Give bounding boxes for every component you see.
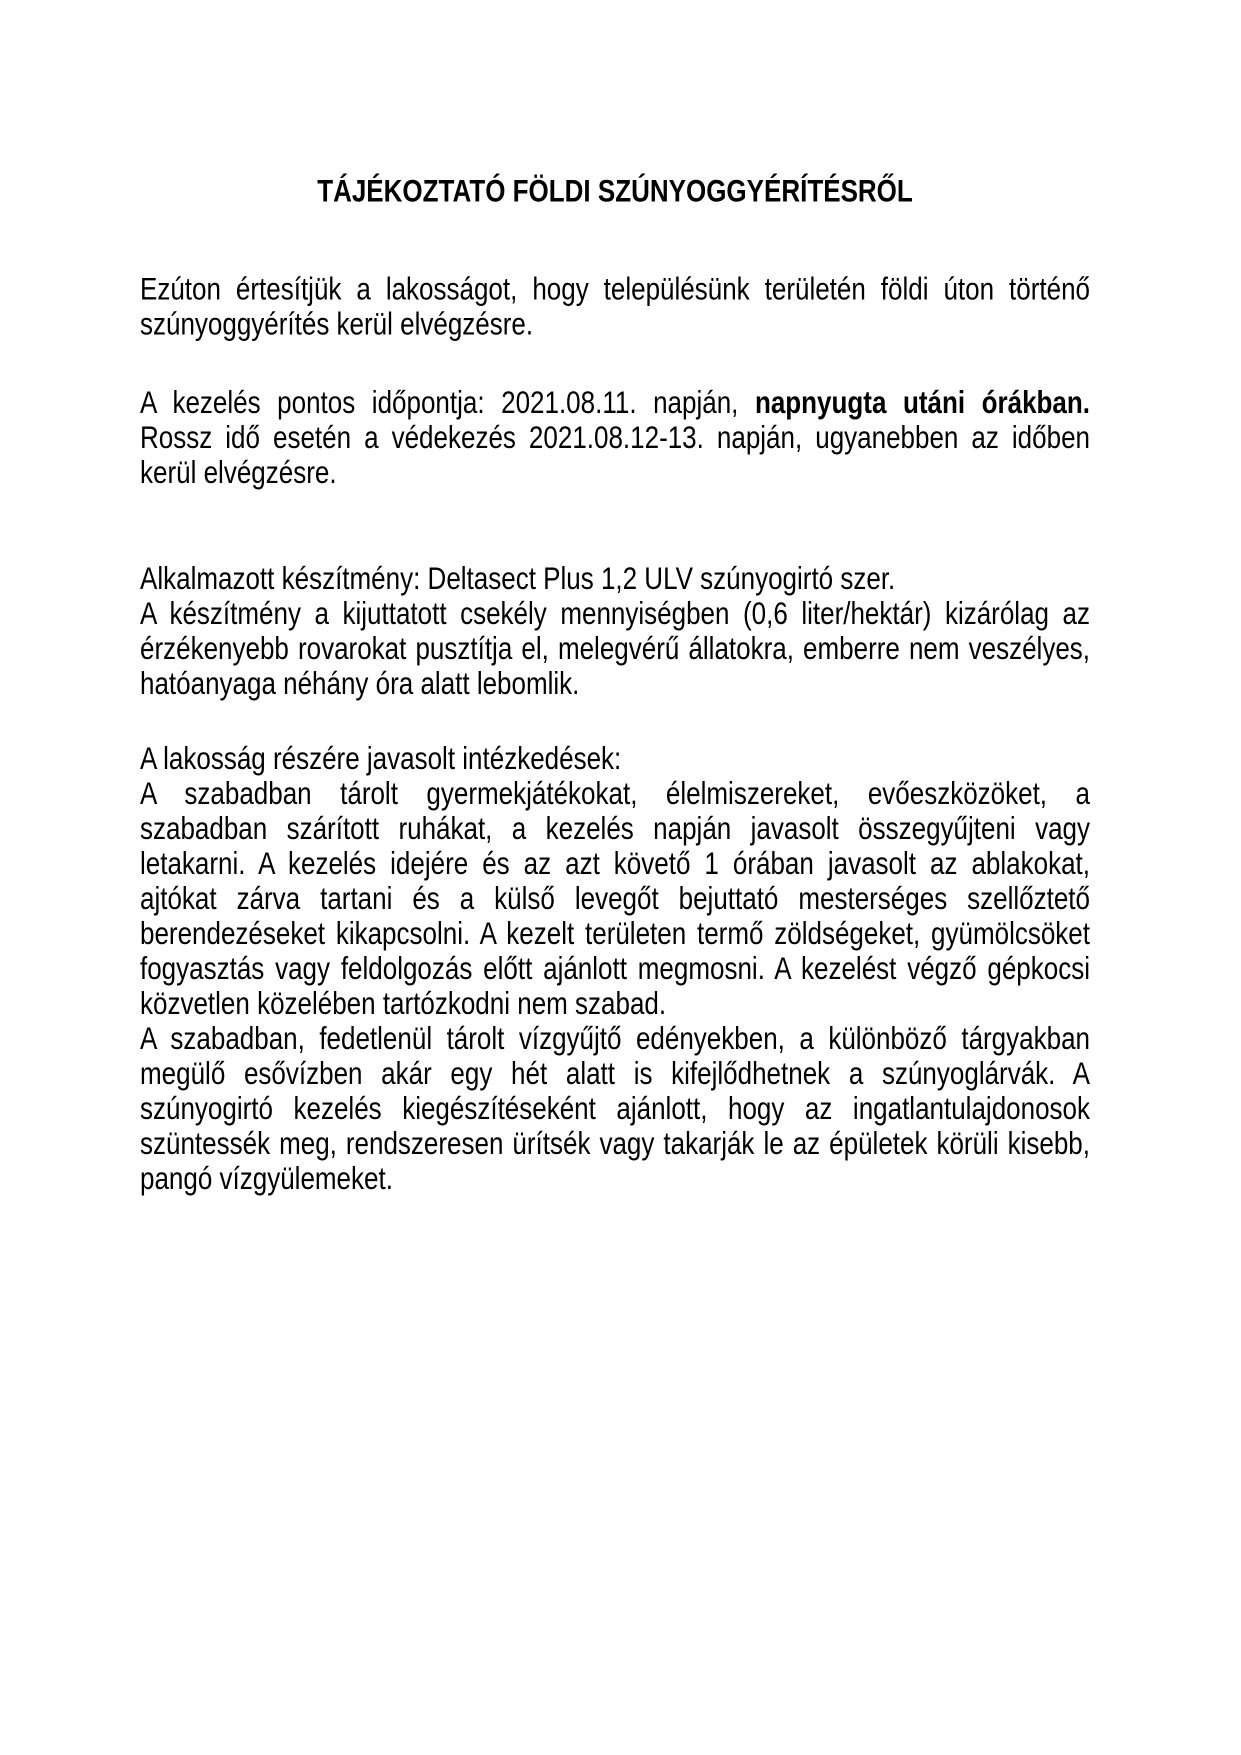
schedule-text-after: Rossz idő esetén a védekezés 2021.08.12-13. napján, ugyanebben az időben kerül elvégzésre.	[140, 418, 1090, 491]
product-paragraph	[140, 561, 1090, 701]
schedule-text-before: A kezelés pontos időpontja: 2021.08.11. napján,	[140, 383, 755, 421]
schedule-text-bold: napnyugta utáni órákban.	[754, 383, 1090, 421]
product-name-line: Alkalmazott készítmény: Deltasect Plus 1,2 ULV szúnyogirtó szer.	[140, 560, 896, 597]
measures-body-2: A szabadban, fedetlenül tárolt vízgyűjtő edényekben, a különböző tárgyakban megülő esővízben akár egy hét alatt is kifejlődhetnek a szúnyoglárvák. A szúnyogirtó kezelés kiegészítéseként ajánlott, hogy az ingatlantulajdonosok szüntessék meg, rendszeresen ürítsék vagy takarják le az épületek körüli kisebb, pangó vízgyülemeket.	[140, 1019, 1090, 1197]
intro-paragraph: Ezúton értesítjük a lakosságot, hogy településünk területén földi úton történő szúnyoggyérítés kerül elvégzésre.	[140, 270, 1090, 342]
document-content	[140, 0, 1090, 1196]
measures-body-1: A szabadban tárolt gyermekjátékokat, élelmiszereket, evőeszközöket, a szabadban szárított ruhákat, a kezelés napján javasolt összegyűjteni vagy letakarni. A kezelés idejére és az azt követő 1 órában javasolt az ablakokat, ajtókat zárva tartani és a külső levegőt bejuttató mesterséges szellőztető berendezéseket kikapcsolni. A kezelt területen termő zöldségeket, gyümölcsöket fogyasztás vagy feldolgozás előtt ajánlott megmosni. A kezelést végző gépkocsi közvetlen közelében tartózkodni nem szabad.	[140, 774, 1090, 1022]
measures-paragraph	[140, 741, 1090, 1196]
measures-heading: A lakosság részére javasolt intézkedések:	[140, 739, 622, 777]
document-title: TÁJÉKOZTATÓ FÖLDI SZÚNYOGGYÉRÍTÉSRŐL	[317, 172, 913, 209]
product-description: A készítmény a kijuttatott csekély mennyiségben (0,6 liter/hektár) kizárólag az érzékenyebb rovarokat pusztítja el, melegvérű állatokra, emberre nem veszélyes, hatóanyaga néhány óra alatt lebomlik.	[140, 595, 1090, 702]
schedule-paragraph	[140, 385, 1090, 490]
